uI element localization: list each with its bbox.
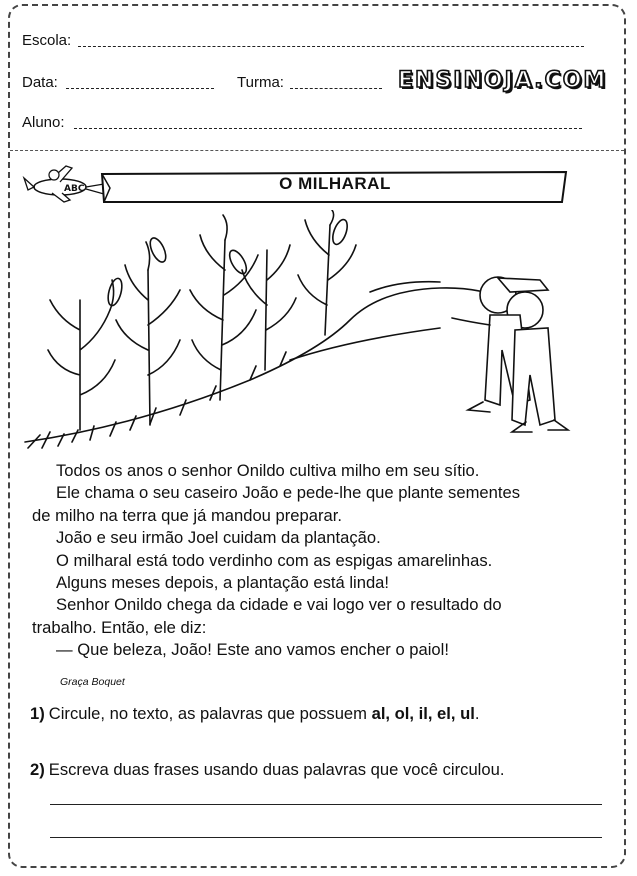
question-2: [30, 760, 504, 780]
story-line: Ele chama o seu caseiro João e pede-lhe que plante sementes: [56, 483, 521, 503]
question-text: Circule, no texto, as palavras que possuem: [48, 704, 372, 723]
question-number: 2): [30, 760, 45, 779]
header-divider: [10, 150, 624, 151]
question-emphasis: al, ol, il, el, ul: [371, 704, 475, 723]
date-label: Data:: [22, 74, 58, 91]
cornfield-illustration: [20, 210, 620, 455]
story-line: de milho na terra que já mandou preparar.: [32, 505, 342, 525]
story-line: O milharal está todo verdinho com as espigas amarelinhas.: [56, 550, 493, 570]
story-text: [32, 460, 612, 662]
story-line: — Que beleza, João! Este ano vamos encher o paiol!: [56, 640, 449, 660]
author-credit: Graça Boquet: [60, 676, 125, 688]
school-field[interactable]: [78, 46, 584, 47]
question-text: Escreva duas frases usando duas palavras que você circulou.: [48, 760, 505, 779]
student-field[interactable]: [74, 128, 582, 129]
story-line: Alguns meses depois, a plantação está linda!: [56, 573, 390, 593]
school-label: Escola:: [22, 32, 72, 49]
airplane-illustration: [20, 160, 104, 204]
class-field[interactable]: [290, 88, 382, 89]
question-number: 1): [30, 704, 45, 723]
site-logo: ENSINOJA.COM: [398, 68, 608, 93]
class-label: Turma:: [237, 74, 284, 91]
story-line: Todos os anos o senhor Onildo cultiva milho em seu sítio.: [56, 461, 480, 480]
question-1: [30, 704, 480, 724]
page-title: O MILHARAL: [279, 174, 391, 193]
story-line: Senhor Onildo chega da cidade e vai logo ver o resultado do: [56, 595, 502, 615]
answer-line[interactable]: [50, 804, 602, 805]
question-end: .: [474, 704, 480, 723]
student-label: Aluno:: [22, 114, 65, 131]
story-line: João e seu irmão Joel cuidam da plantação.: [56, 528, 381, 548]
story-line: trabalho. Então, ele diz:: [32, 617, 207, 637]
svg-text:ABC: ABC: [64, 184, 85, 194]
date-field[interactable]: [66, 88, 214, 89]
answer-line[interactable]: [50, 837, 602, 838]
